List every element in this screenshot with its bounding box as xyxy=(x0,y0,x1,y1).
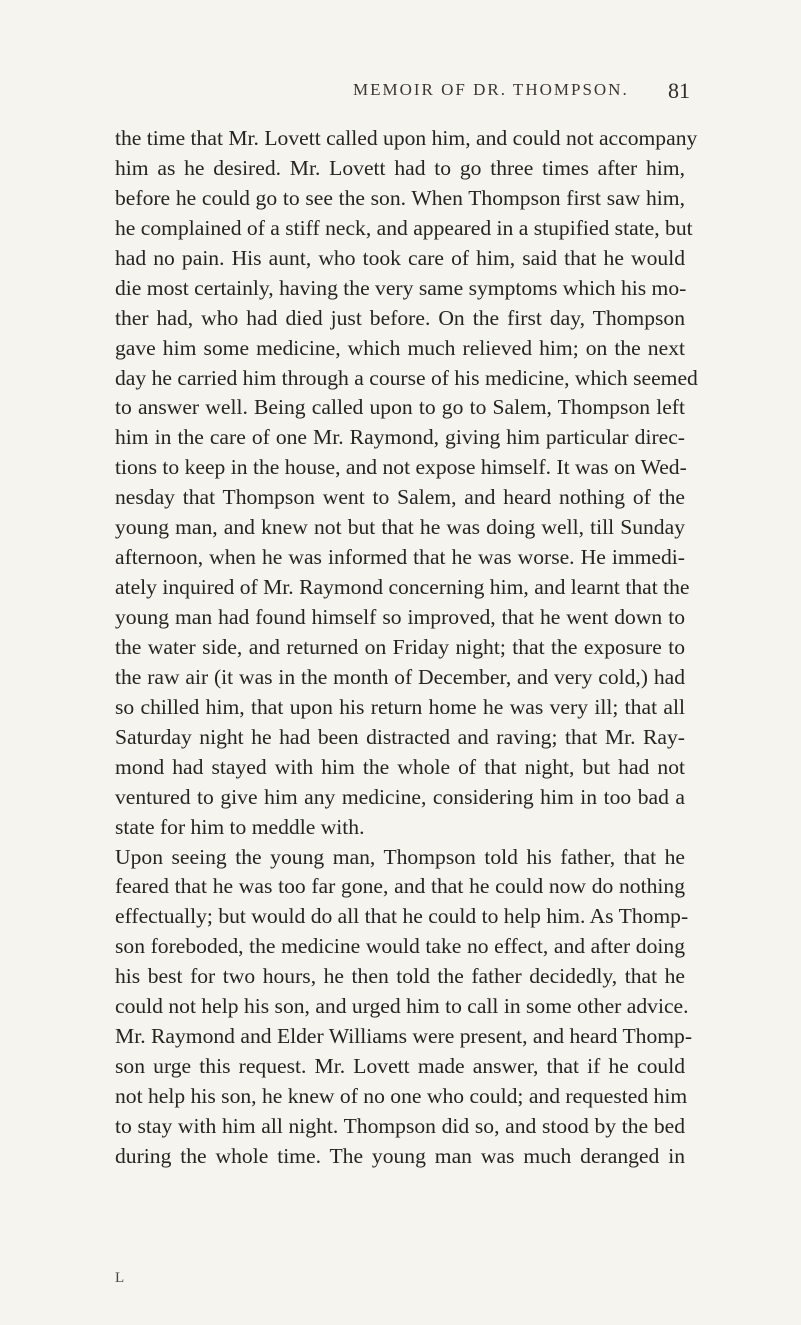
text-line: gave him some medicine, which much relieved him; on the next xyxy=(115,335,685,360)
text-line: son urge this request. Mr. Lovett made answer, that if he could xyxy=(115,1054,685,1079)
text-line: the raw air (it was in the month of December, and very cold,) had xyxy=(115,664,685,689)
body-text xyxy=(115,124,698,1172)
text-line: to answer well. Being called upon to go to Salem, Thompson left xyxy=(115,395,685,420)
text-line: the time that Mr. Lovett called upon him, and could not accompany xyxy=(115,126,698,150)
text-line: day he carried him through a course of his medicine, which seemed xyxy=(115,365,698,390)
text-line: his best for two hours, he then told the father decidedly, that he xyxy=(115,964,685,989)
text-line: the water side, and returned on Friday night; that the exposure to xyxy=(115,634,685,659)
running-title: MEMOIR OF DR. THOMPSON. xyxy=(353,80,629,99)
text-line: young man had found himself so improved, that he went down to xyxy=(115,605,685,629)
text-line: to stay with him all night. Thompson did so, and stood by the bed xyxy=(115,1113,685,1138)
page-number: 81 xyxy=(668,78,690,103)
paragraph-start-line: Upon seeing the young man, Thompson told his father, that he xyxy=(115,844,685,869)
text-line: him as he desired. Mr. Lovett had to go three times after him, xyxy=(115,155,685,180)
text-line: mond had stayed with him the whole of that night, but had not xyxy=(115,754,685,779)
text-line: young man, and knew not but that he was doing well, till Sunday xyxy=(115,515,685,540)
text-line: nesday that Thompson went to Salem, and heard nothing of the xyxy=(115,485,685,510)
text-line: had no pain. His aunt, who took care of him, said that he would xyxy=(115,245,685,270)
running-header xyxy=(0,80,801,110)
text-line: ventured to give him any medicine, considering him in too bad a xyxy=(115,784,685,809)
signature-mark: L xyxy=(115,1270,125,1286)
paragraph-end-line: state for him to meddle with. xyxy=(115,814,365,839)
text-line: son foreboded, the medicine would take no effect, and after doing xyxy=(115,934,685,959)
text-line: afternoon, when he was informed that he was worse. He immedi- xyxy=(115,545,685,570)
text-line: could not help his son, and urged him to call in some other advice. xyxy=(115,994,689,1019)
text-line: ately inquired of Mr. Raymond concerning him, and learnt that the xyxy=(115,575,690,600)
text-line: feared that he was too far gone, and that he could now do nothing xyxy=(115,874,685,899)
text-line: die most certainly, having the very same symptoms which his mo- xyxy=(115,275,687,300)
text-line: him in the care of one Mr. Raymond, giving him particular direc- xyxy=(115,425,685,450)
text-line: effectually; but would do all that he could to help him. As Thomp- xyxy=(115,904,689,929)
text-line: tions to keep in the house, and not expose himself. It was on Wed- xyxy=(115,455,687,480)
text-line: before he could go to see the son. When Thompson first saw him, xyxy=(115,185,685,210)
text-line: ther had, who had died just before. On the first day, Thompson xyxy=(115,305,685,330)
text-line: Mr. Raymond and Elder Williams were present, and heard Thomp- xyxy=(115,1024,693,1049)
text-line: he complained of a stiff neck, and appeared in a stupified state, but xyxy=(115,215,693,240)
text-line: Saturday night he had been distracted and raving; that Mr. Ray- xyxy=(115,724,685,749)
text-line: during the whole time. The young man was much deranged in xyxy=(115,1143,685,1168)
text-line: not help his son, he knew of no one who could; and requested him xyxy=(115,1084,688,1108)
text-line: so chilled him, that upon his return home he was very ill; that all xyxy=(115,694,685,719)
